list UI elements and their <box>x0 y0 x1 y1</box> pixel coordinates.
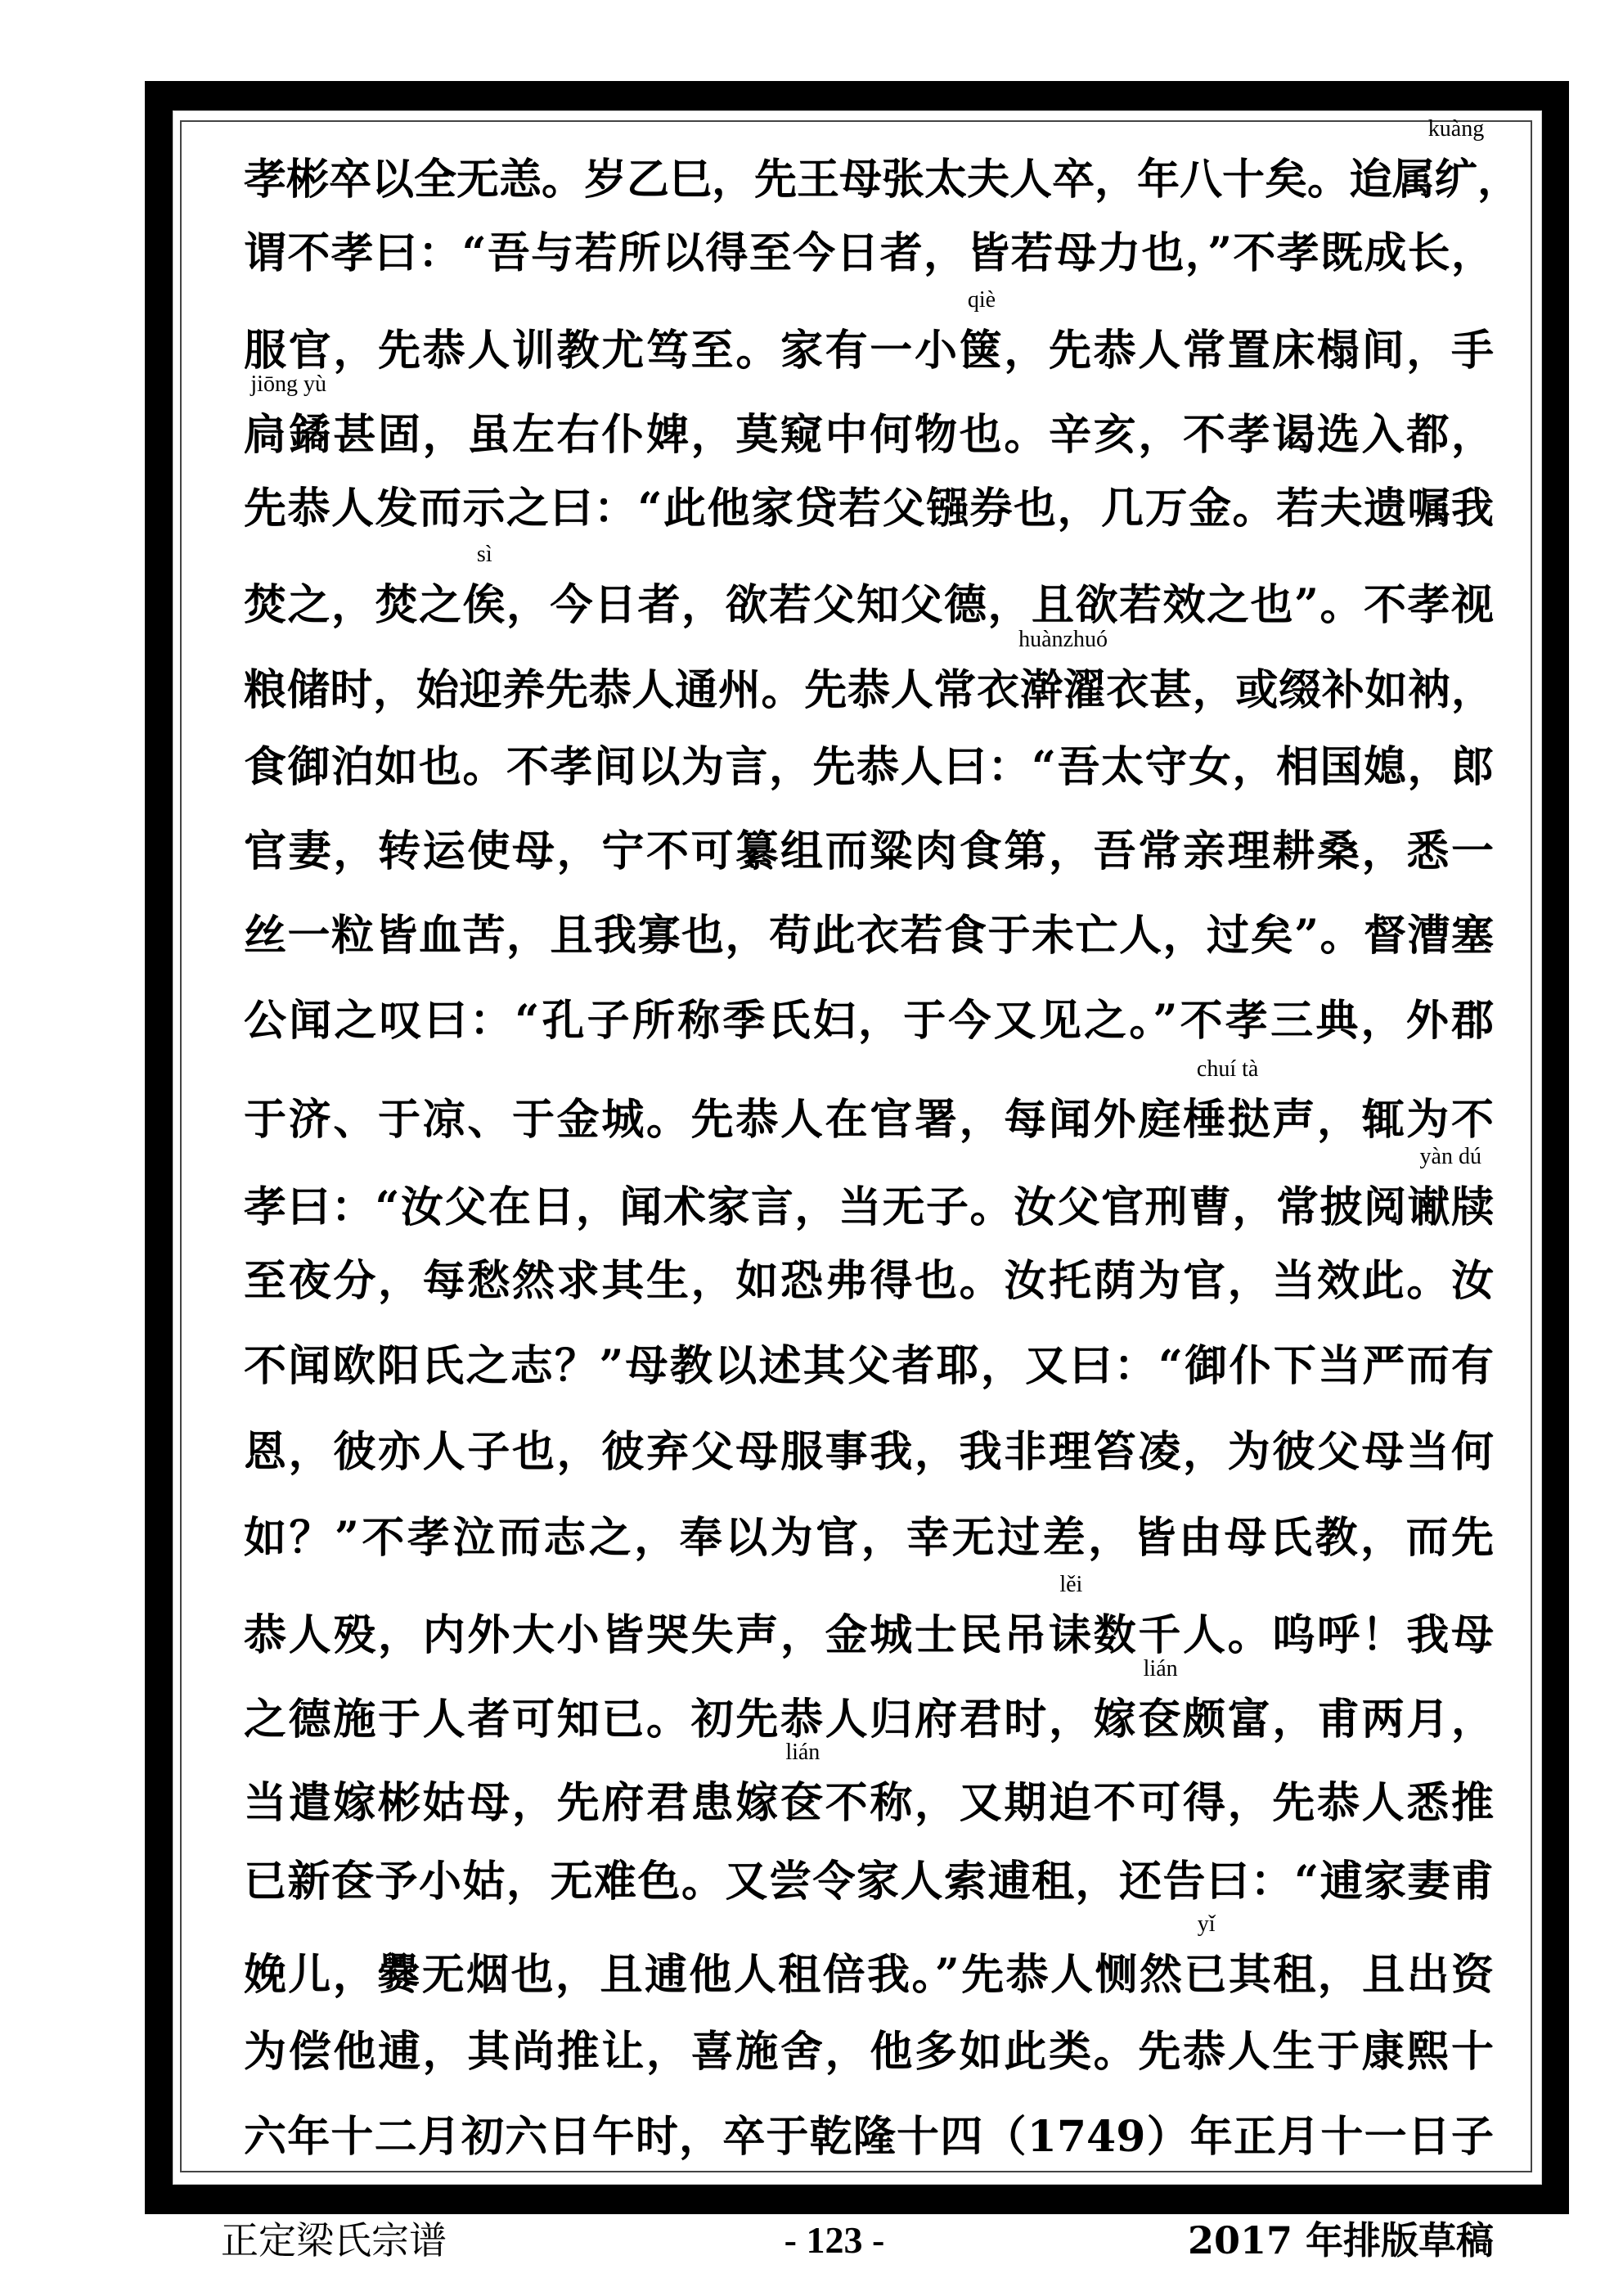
text-segment: 恩，彼亦人子也，彼弃父母服事我，我非理笞凌，为彼父母当何 <box>244 1427 1494 1477</box>
annotated-text: 扃鐍 <box>244 410 334 460</box>
annotated-word <box>462 542 507 630</box>
annotated-word <box>1407 1144 1494 1232</box>
footer-book-title: 正定梁氏宗谱 <box>221 2218 447 2262</box>
text-line <box>244 2111 1494 2163</box>
text-line <box>244 741 1494 794</box>
text-segment: 至夜分，每愁然求其生，如恐弗得也。汝托荫为官，当效此。汝 <box>244 1256 1494 1306</box>
pinyin-annotation: kuàng <box>1427 116 1485 142</box>
text-segment: 官妻，转运使母，宁不可纂组而粱肉食第，吾常亲理耕桑，悉一 <box>244 826 1494 876</box>
annotated-word <box>1184 1911 1229 2000</box>
text-segment: 焚之，焚之 <box>244 580 463 630</box>
annotated-text: 已 <box>1184 1950 1229 2000</box>
text-line <box>244 2026 1494 2078</box>
text-segment: 公闻之叹曰：“孔子所称季氏妇，于今又见之。”不孝三典，外郡 <box>244 996 1494 1046</box>
text-segment: 丝一粒皆血苦，且我寡也，苟此衣若食于未亡人，过矣”。督漕塞 <box>244 911 1494 961</box>
text-segment: 之德施于人者可知已。初先恭人归府君时，嫁 <box>244 1695 1139 1745</box>
text-segment: 先恭人发而示之曰：“此他家贷若父镪券也，几万金。若夫遗嘱我 <box>244 484 1494 533</box>
annotated-text: 谳牍 <box>1407 1182 1494 1232</box>
annotated-word <box>1138 1656 1183 1745</box>
text-line <box>244 1572 1494 1662</box>
text-segment: 不称，又期迫不可得，先恭人悉推 <box>825 1778 1494 1828</box>
annotated-text: 棰挞 <box>1182 1095 1273 1145</box>
footer-draft-note: 2017 年排版草稿 <box>1187 2218 1494 2262</box>
pinyin-annotation: huànzhuó <box>1018 627 1108 652</box>
text-line <box>244 1255 1494 1308</box>
text-line <box>244 995 1494 1047</box>
text-segment: 数千人。呜呼！我母 <box>1093 1610 1494 1660</box>
text-segment: 孝彬卒以全无恙。岁乙巳，先王母张太夫人卒，年八十矣。迨属 <box>244 155 1436 205</box>
text-segment: 粮储时，始迎养先恭人通州。先恭人常衣 <box>244 665 1020 715</box>
text-line <box>244 1740 1494 1830</box>
pinyin-annotation: lěi <box>1059 1572 1083 1597</box>
text-segment: 恭人殁，内外大小皆哭失声，金城士民吊 <box>244 1610 1049 1660</box>
pinyin-annotation: jiōng yù <box>250 371 326 397</box>
pinyin-annotation: lián <box>1143 1656 1178 1681</box>
text-segment: ，今日者，欲若父知父德，且欲若效之也”。不孝视 <box>506 580 1494 630</box>
annotated-text: 俟 <box>462 580 507 630</box>
text-segment: 甚固，虽左右仆婢，莫窥中何物也。辛亥，不孝谒选入都， <box>333 410 1494 460</box>
text-segment: 孝曰：“汝父在日，闻术家言，当无子。汝父官刑曹，常披阅 <box>244 1182 1408 1232</box>
text-line <box>244 542 1494 632</box>
text-segment: 于济、于凉、于金城。先恭人在官署，每闻外庭 <box>244 1095 1183 1145</box>
text-segment: 颇富，甫两月， <box>1182 1695 1494 1745</box>
text-line <box>244 627 1494 717</box>
text-segment: 衣甚，或缀补如衲， <box>1106 665 1494 715</box>
pinyin-annotation: yàn dú <box>1419 1144 1481 1169</box>
text-line <box>244 371 1494 461</box>
text-line <box>244 1656 1494 1746</box>
text-segment: 其租，且出资 <box>1228 1950 1494 2000</box>
text-segment: 已新奁予小姑，无难色。又尝令家人索逋租，还告曰：“逋家妻甫 <box>244 1857 1494 1907</box>
pinyin-annotation: yǐ <box>1197 1911 1216 1937</box>
text-segment: 谓不孝曰：“吾与若所以得至今日者，皆若母力也，”不孝既成长， <box>244 228 1494 278</box>
text-line <box>244 910 1494 962</box>
text-line <box>244 826 1494 878</box>
annotated-text: 箧 <box>959 326 1005 376</box>
pinyin-annotation: sì <box>476 542 492 567</box>
annotated-word <box>780 1740 825 1828</box>
annotated-text: 诔 <box>1048 1610 1094 1660</box>
text-segment: ，先恭人常置床榻间，手 <box>1004 326 1494 376</box>
text-line <box>244 1911 1494 2001</box>
text-segment: 如？”不孝泣而志之，奉以为官，幸无过差，皆由母氏教，而先 <box>244 1513 1494 1563</box>
text-segment: 当遣嫁彬姑母，先府君患嫁 <box>244 1778 780 1828</box>
annotated-text: 奁 <box>1138 1695 1183 1745</box>
pinyin-annotation: lián <box>785 1740 820 1765</box>
text-segment: 食御泊如也。不孝间以为言，先恭人曰：“吾太守女，相国媳，郎 <box>244 742 1494 792</box>
text-segment: 声，辄为不 <box>1272 1095 1494 1145</box>
text-line <box>244 1144 1494 1234</box>
text-line <box>244 1426 1494 1479</box>
text-segment: 为偿他逋，其尚推让，喜施舍，他多如此类。先恭人生于康熙十 <box>244 2027 1494 2077</box>
text-line <box>244 227 1494 280</box>
text-line <box>244 287 1494 377</box>
annotated-text: 纩 <box>1435 155 1478 205</box>
annotated-word <box>244 371 334 460</box>
text-segment: ， <box>1477 155 1521 205</box>
text-segment: 服官，先恭人训教尤笃至。家有一小 <box>244 326 960 376</box>
text-segment: 娩儿，爨无烟也，且逋他人租倍我。”先恭人恻然 <box>244 1950 1185 2000</box>
pinyin-annotation: chuí tà <box>1196 1056 1259 1082</box>
text-line <box>244 1340 1494 1393</box>
annotated-word <box>1182 1056 1273 1145</box>
text-line <box>244 1856 1494 1908</box>
annotated-word <box>1427 116 1485 205</box>
text-line <box>244 483 1494 535</box>
text-line <box>244 116 1521 206</box>
annotated-text: 澣濯 <box>1019 665 1107 715</box>
text-segment: 不闻欧阳氏之志？”母教以述其父者耶，又曰：“御仆下当严而有 <box>244 1341 1494 1391</box>
text-segment: 六年十二月初六日午时，卒于乾隆十四（1749）年正月十一日子 <box>244 2112 1494 2162</box>
footer-page-number: - 123 - <box>784 2219 885 2261</box>
pinyin-annotation: qiè <box>967 287 996 313</box>
text-line <box>244 1056 1494 1146</box>
text-line <box>244 1512 1494 1564</box>
annotated-text: 奁 <box>780 1778 825 1828</box>
annotated-word <box>1048 1572 1094 1660</box>
annotated-word <box>1018 627 1108 715</box>
annotated-word <box>959 287 1005 376</box>
